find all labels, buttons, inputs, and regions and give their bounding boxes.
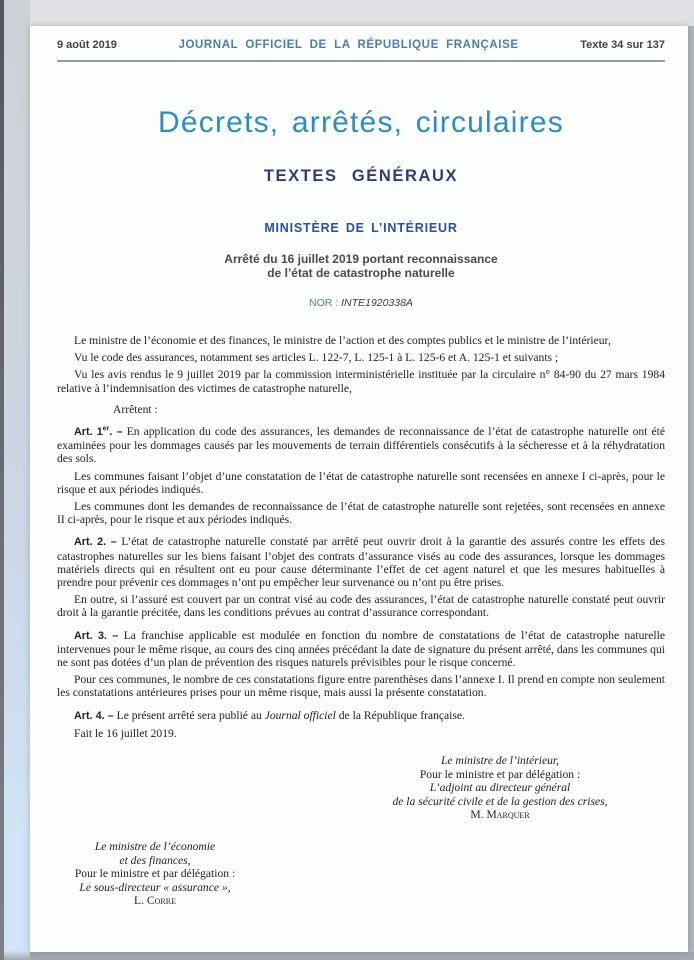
- article-1-paragraph-2: Les communes faisant l’objet d’une constatation de l’état de catastrophe naturelle sont recensées en annexe I ci-après, pour le risque et aux périodes indiqués.: [57, 469, 665, 496]
- page-header: [57, 26, 665, 62]
- article-3: [57, 629, 665, 670]
- article-4-journal-officiel: Journal officiel: [264, 708, 336, 722]
- arretent-line: Arrêtent :: [113, 402, 158, 416]
- article-2: [57, 535, 665, 589]
- decree-title-line1: Arrêté du 16 juillet 2019 portant reconnaissance: [224, 252, 498, 266]
- article-4: [57, 709, 665, 723]
- article-4-label: Art. 4. –: [74, 709, 117, 722]
- main-title: Décrets, arrêtés, circulaires: [158, 106, 564, 139]
- signature-left-name: L. Corre: [134, 894, 176, 908]
- preamble-ministers: Le ministre de l’économie et des finances, le ministre de l’action et des comptes publics et le ministre de l’intérieur,: [74, 334, 611, 347]
- signature-right-role-2: de la sécurité civile et de la gestion des crises,: [392, 794, 608, 808]
- article-3-text: La franchise applicable est modulée en fonction du nombre de constatations de l’état de catastrophe naturelle intervenues pour le même risque, au cours des cinq années précédant la date de signature du présent arrêté, dans les communes qui ne sont pas dotées d’un plan de prévention des risques naturels prévisibles pour le risque concerné.: [57, 628, 665, 670]
- header-texte-number: Texte 34 sur 137: [580, 39, 665, 51]
- nor-label: NOR :: [309, 297, 342, 309]
- article-3-label: Art. 3. –: [74, 629, 124, 642]
- signature-left-role: Le sous-directeur « assurance »,: [79, 880, 231, 894]
- signature-right-role-1: L’adjoint au directeur général: [429, 781, 571, 795]
- article-1-text: En application du code des assurances, les demandes de reconnaissance de l’état de catastrophe naturelle ont été examinées pour les dommages causés par les mouvements de terrain différentiels consécutifs à la sécheresse et à la réhydratation des sols.: [57, 425, 665, 466]
- date-line: Fait le 16 juillet 2019.: [74, 726, 177, 740]
- signature-right-name: M. Marquer: [470, 808, 530, 822]
- signature-right-delegation: Pour le ministre et par délégation :: [419, 767, 581, 781]
- article-4-text-before: Le présent arrêté sera publié au: [116, 708, 265, 722]
- nor-value: INTE1920338A: [341, 297, 413, 309]
- article-2-label: Art. 2. –: [74, 536, 122, 549]
- article-2-text: L’état de catastrophe naturelle constaté par arrêté peut ouvrir droit à la garantie des assurés contre les effets des catastrophes naturelles sur les biens faisant l’objet des contrats d’assurance visés au code des assurances, lorsque les dommages matériels directs qui en résultent ont eu pour cause déterminante l’effet de cet agent naturel et que les mesures habituelles à prendre pour prévenir ces dommages n’ont pu empêcher leur survenance ou n’ont pu être prises.: [57, 535, 665, 590]
- ministry-title: MINISTÈRE DE L’INTÉRIEUR: [264, 221, 458, 235]
- header-date: 9 août 2019: [57, 39, 117, 51]
- signature-left-title-1: Le ministre de l’économie: [94, 840, 216, 854]
- article-3-paragraph-2: Pour ces communes, le nombre de ces constatations figure entre parenthèses dans l’annexe I. Il prend en compte non seulement les constatations antérieures prises pour un même risque, mais aussi la présente constatation.: [57, 673, 665, 700]
- article-2-paragraph-2: En outre, si l’assuré est couvert par un contrat visé au code des assurances, l’état de catastrophe naturelle constaté peut ouvrir droit à la garantie précitée, dans les conditions prévues au contrat d’assurance correspondant.: [57, 593, 665, 620]
- signature-block-economie: [45, 840, 265, 908]
- header-journal-title: JOURNAL OFFICIEL DE LA RÉPUBLIQUE FRANÇAISE: [178, 39, 519, 51]
- decree-title: [57, 252, 665, 280]
- signature-left-title-2: et des finances,: [119, 853, 191, 867]
- signature-left-delegation: Pour le ministre et par délégation :: [74, 867, 236, 881]
- journal-page: [30, 26, 688, 952]
- article-1-paragraph-3: Les communes dont les demandes de reconnaissance de l’état de catastrophe naturelle sont rejetées, sont recensées en annexe II ci-après, pour le risque et aux périodes indiqués.: [57, 500, 665, 527]
- section-title: TEXTES GÉNÉRAUX: [263, 167, 459, 185]
- article-1-label: Art. 1er. –: [74, 425, 127, 439]
- nor-line: [57, 297, 665, 309]
- article-1: [57, 425, 665, 466]
- signature-right-title: Le ministre de l’intérieur,: [440, 754, 560, 768]
- signature-block-interior: [335, 754, 665, 822]
- decree-body: [57, 334, 665, 740]
- decree-title-line2: de l’état de catastrophe naturelle: [267, 266, 455, 280]
- preamble-vu-code: Vu le code des assurances, notamment ses articles L. 122-7, L. 125-1 à L. 125-6 et A. 125-1 et suivants ;: [74, 351, 559, 365]
- photo-edge-blue: [4, 0, 30, 960]
- preamble-vu-avis: Vu les avis rendus le 9 juillet 2019 par la commission interministérielle instituée par la circulaire n° 84-90 du 27 mars 1984 relative à l’indemnisation des victimes de catastrophe naturelle,: [57, 368, 665, 395]
- article-4-text-after: de la République française.: [335, 708, 465, 722]
